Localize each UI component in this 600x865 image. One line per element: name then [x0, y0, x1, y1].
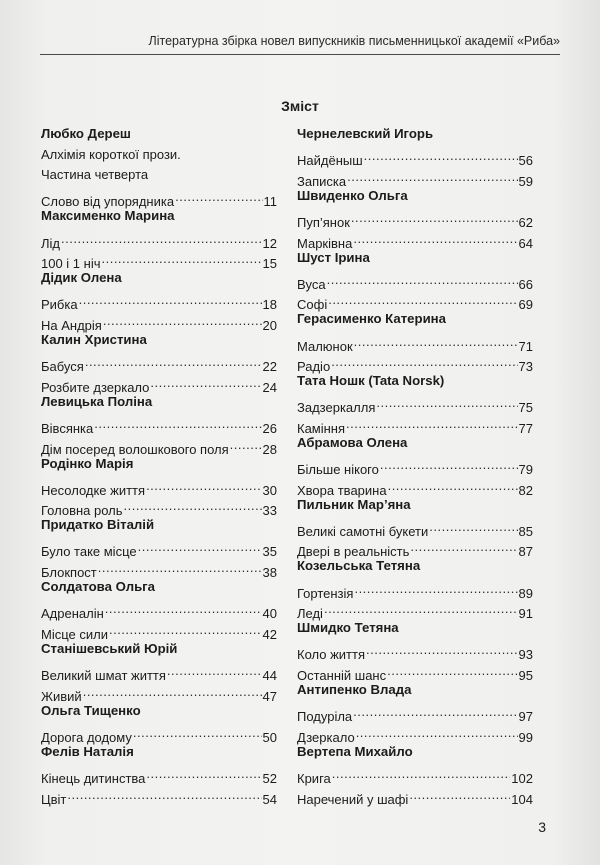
dot-leader: [146, 474, 261, 495]
toc-entry-page: 104: [511, 791, 533, 807]
toc-entry-page: 11: [263, 194, 277, 210]
dot-leader: [346, 412, 518, 433]
dot-leader: [124, 495, 262, 516]
toc-entry[interactable]: [297, 639, 533, 663]
toc-entry[interactable]: [297, 536, 533, 560]
dot-leader: [354, 330, 518, 351]
toc-author-name: Шмидко Тетяна: [297, 620, 399, 636]
toc-entry-page: 102: [511, 771, 533, 786]
toc-entry-page: 79: [518, 462, 533, 478]
toc-entry-title: Головна роль: [41, 503, 123, 519]
toc-right-column: [297, 124, 533, 807]
toc-entry[interactable]: [41, 186, 277, 210]
toc-entry[interactable]: [41, 783, 277, 807]
toc-entry[interactable]: [41, 412, 277, 436]
toc-author-name: Пильник Мар’яна: [297, 496, 411, 512]
dot-leader: [103, 309, 262, 330]
toc-entry-page: 56: [518, 153, 533, 169]
toc-entry[interactable]: [41, 536, 277, 560]
dot-leader: [85, 351, 262, 372]
dot-leader: [347, 165, 517, 186]
toc-entry[interactable]: [297, 659, 533, 684]
toc-entry-title: Каміння: [297, 420, 346, 436]
toc-text-line: Алхімія короткої прози.: [41, 146, 181, 162]
toc-entry-page: 42: [262, 626, 277, 642]
toc-entry-title: Хвора тварина: [297, 482, 387, 498]
dot-leader: [109, 618, 262, 639]
toc-entry[interactable]: [297, 598, 533, 622]
toc-author-name: Абрамова Олена: [297, 434, 408, 450]
toc-entry-page: 82: [518, 482, 533, 498]
toc-entry[interactable]: [41, 351, 277, 375]
toc-entry-title: Рибка: [41, 297, 78, 313]
dot-leader: [101, 248, 261, 269]
toc-entry-page: 69: [518, 297, 533, 313]
toc-entry-title: Великі самотні букети: [297, 523, 429, 539]
dot-leader: [61, 227, 262, 248]
dot-leader: [354, 577, 517, 598]
toc-entry-title: Крига: [297, 771, 331, 786]
dot-leader: [409, 783, 510, 804]
toc-entry[interactable]: [297, 227, 533, 251]
dot-leader: [67, 783, 261, 804]
toc-entry-title: Марківна: [297, 235, 353, 251]
toc-author-name: Козельська Тетяна: [297, 558, 421, 574]
toc-entry-title: Цвіт: [41, 791, 67, 807]
toc-entry-page: 77: [518, 420, 533, 436]
dot-leader: [105, 598, 262, 619]
toc-author-name: Калин Христина: [41, 331, 147, 347]
toc-entry[interactable]: [41, 618, 277, 642]
toc-entry-title: Двері в реальність: [297, 544, 410, 560]
toc-author-name: Станішевський Юрій: [41, 640, 178, 656]
dot-leader: [133, 721, 262, 742]
toc-author-name: Придатко Віталій: [41, 517, 155, 533]
toc-entry[interactable]: [41, 433, 277, 457]
dot-leader: [328, 289, 517, 310]
toc-entry[interactable]: [297, 145, 533, 169]
toc-entry-page: 50: [262, 729, 277, 745]
dot-leader: [83, 680, 262, 701]
toc-entry-page: 18: [262, 297, 277, 313]
toc-entry-page: 89: [518, 585, 533, 601]
toc-entry[interactable]: [297, 762, 533, 786]
toc-entry-page: 47: [262, 688, 277, 704]
toc-author-name: Тата Ношк (Tata Norsk): [297, 373, 445, 389]
dot-leader: [138, 536, 262, 557]
dot-leader: [410, 536, 517, 557]
toc-entry[interactable]: [297, 701, 533, 725]
toc-entry-title: Блокпост: [41, 565, 97, 581]
toc-entry-page: 66: [518, 276, 533, 292]
dot-leader: [376, 392, 517, 413]
dot-leader: [150, 371, 261, 392]
toc-entry-page: 15: [262, 256, 277, 272]
toc-entry-title: Кінець дитинства: [41, 771, 146, 786]
toc-entry[interactable]: [297, 454, 533, 478]
toc-author-name: Дідик Олена: [41, 270, 122, 286]
toc-entry[interactable]: [297, 515, 533, 539]
toc-entry-title: Пуп’янок: [297, 214, 350, 230]
toc-left-column: [41, 124, 277, 807]
toc-entry-page: 95: [518, 668, 533, 684]
toc-entry[interactable]: [297, 721, 533, 745]
toc-entry-page: 22: [262, 359, 277, 375]
toc-entry-title: Лід: [41, 235, 61, 251]
toc-entry-title: Гортензія: [297, 585, 354, 601]
toc-entry[interactable]: [41, 598, 277, 622]
dot-leader: [230, 433, 262, 454]
toc-entry-title: Останній шанс: [297, 668, 387, 684]
toc-entry-title: Подуріла: [297, 709, 353, 725]
toc-entry-title: Живий: [41, 688, 82, 704]
toc-author-name: Левицька Поліна: [41, 393, 153, 409]
toc-entry-title: Великий шмат життя: [41, 668, 166, 684]
toc-author-name: Вертепа Михайло: [297, 743, 413, 759]
toc-entry-title: Софі: [297, 297, 328, 313]
dot-leader: [324, 598, 518, 619]
dot-leader: [175, 186, 262, 207]
dot-leader: [167, 659, 262, 680]
toc-text-line: Частина четверта: [41, 167, 149, 183]
dot-leader: [327, 268, 518, 289]
toc-entry-page: 30: [262, 482, 277, 498]
toc-entry[interactable]: [41, 289, 277, 313]
toc-entry-page: 97: [518, 709, 533, 725]
toc-entry-title: Слово від упорядника: [41, 194, 175, 210]
dot-leader: [332, 762, 511, 783]
toc-entry[interactable]: [297, 783, 533, 807]
toc-entry-title: Розбите дзеркало: [41, 379, 150, 395]
toc-entry-page: 33: [262, 503, 277, 519]
toc-author-name: Антипенко Влада: [297, 682, 412, 698]
toc-entry[interactable]: [41, 371, 277, 395]
dot-leader: [356, 721, 518, 742]
toc-entry-page: 24: [262, 379, 277, 395]
dot-leader: [146, 762, 261, 783]
toc-entry-page: 87: [518, 544, 533, 560]
toc-entry-title: Несолодке життя: [41, 482, 146, 498]
toc-entry-title: 100 і 1 ніч: [41, 256, 101, 272]
toc-entry[interactable]: [41, 309, 277, 333]
toc-entry-page: 71: [518, 338, 533, 354]
toc-entry-title: Було таке місце: [41, 544, 137, 560]
toc-entry-page: 40: [262, 606, 277, 622]
toc-entry[interactable]: [41, 474, 277, 498]
toc-author-name: Солдатова Ольга: [41, 579, 155, 595]
toc-entry[interactable]: [41, 680, 277, 704]
toc-entry-title: Радіо: [297, 359, 331, 375]
toc-author-name: Швиденко Ольга: [297, 187, 408, 203]
toc-entry-page: 38: [262, 565, 277, 581]
dot-leader: [351, 206, 518, 227]
toc-entry-page: 54: [262, 791, 277, 807]
toc-entry-page: 59: [518, 173, 533, 189]
toc-heading: Зміст: [281, 98, 319, 114]
toc-entry-page: 85: [518, 523, 533, 539]
dot-leader: [353, 701, 517, 722]
toc-entry-title: Дорога додому: [41, 729, 132, 745]
toc-entry-page: 91: [518, 606, 533, 622]
toc-entry[interactable]: [297, 206, 533, 230]
toc-entry[interactable]: [41, 248, 277, 272]
toc-entry-title: На Андрія: [41, 317, 102, 333]
toc-entry-page: 62: [518, 214, 533, 230]
toc-entry[interactable]: [41, 495, 277, 519]
toc-author-name: Ольга Тищенко: [41, 702, 141, 718]
toc-entry[interactable]: [41, 227, 277, 251]
toc-author-name: Фелів Наталія: [41, 743, 134, 759]
toc-entry-page: 99: [518, 729, 533, 745]
toc-entry-title: Дзеркало: [297, 729, 355, 745]
toc-author-name: Чернелевский Игорь: [297, 126, 434, 141]
toc-entry[interactable]: [297, 474, 533, 498]
toc-entry-page: 64: [518, 235, 533, 251]
toc-entry-page: 93: [518, 647, 533, 663]
toc-author-name: Родінко Марія: [41, 455, 134, 471]
toc-entry-title: Леді: [297, 606, 323, 622]
toc-entry-title: Коло життя: [297, 647, 365, 663]
toc-entry[interactable]: [297, 351, 533, 375]
toc-entry[interactable]: [297, 392, 533, 416]
toc-entry[interactable]: [41, 556, 277, 581]
dot-leader: [388, 474, 518, 495]
dot-leader: [79, 289, 262, 310]
toc-entry-page: 73: [518, 359, 533, 375]
toc-entry-page: 26: [262, 420, 277, 436]
dot-leader: [353, 227, 517, 248]
toc-entry-title: Вівсянка: [41, 420, 94, 436]
toc-entry-title: Дім посеред волошкового поля: [41, 441, 229, 457]
dot-leader: [387, 659, 517, 680]
toc-author-name: Шуст Ірина: [297, 249, 370, 265]
page-number: 3: [538, 819, 546, 835]
toc-entry-page: 12: [262, 235, 277, 251]
dot-leader: [364, 145, 518, 166]
toc-entry-page: 20: [262, 317, 277, 333]
toc-author-name: Максименко Марина: [41, 208, 175, 224]
toc-entry-title: Більше нікого: [297, 462, 379, 478]
toc-entry-title: Наречений у шафі: [297, 791, 409, 807]
toc-entry-title: Адреналін: [41, 606, 104, 622]
toc-author-name: Любко Дереш: [41, 126, 131, 141]
toc-entry-title: Вуса: [297, 276, 326, 292]
toc-entry-page: 28: [262, 441, 277, 457]
toc-entry[interactable]: [41, 721, 277, 745]
dot-leader: [366, 639, 518, 660]
toc-entry[interactable]: [297, 289, 533, 313]
toc-entry[interactable]: [41, 659, 277, 684]
dot-leader: [94, 412, 261, 433]
toc-entry[interactable]: [297, 330, 533, 354]
toc-entry-title: Найдёныш: [297, 153, 363, 169]
toc-entry-page: 52: [262, 771, 277, 786]
header-divider: [40, 54, 560, 55]
toc-author-name: Герасименко Катерина: [297, 311, 446, 327]
toc-entry[interactable]: [297, 577, 533, 601]
toc-entry[interactable]: [41, 762, 277, 786]
toc-entry-page: 35: [262, 544, 277, 560]
toc-entry[interactable]: [297, 165, 533, 189]
toc-entry-page: 44: [262, 668, 277, 684]
dot-leader: [331, 351, 517, 372]
dot-leader: [98, 556, 262, 577]
toc-entry-page: 75: [518, 400, 533, 416]
toc-entry-title: Записка: [297, 173, 347, 189]
dot-leader: [380, 454, 518, 475]
toc-entry[interactable]: [297, 412, 533, 436]
toc-entry-title: Малюнок: [297, 338, 353, 354]
toc-entry-title: Місце сили: [41, 626, 108, 642]
toc-entry-title: Задзеркалля: [297, 400, 376, 416]
running-header: Літературна збірка новел випускників письменницької академії «Риба»: [148, 34, 560, 48]
toc-entry[interactable]: [297, 268, 533, 292]
toc-entry-title: Бабуся: [41, 359, 84, 375]
dot-leader: [429, 515, 517, 536]
